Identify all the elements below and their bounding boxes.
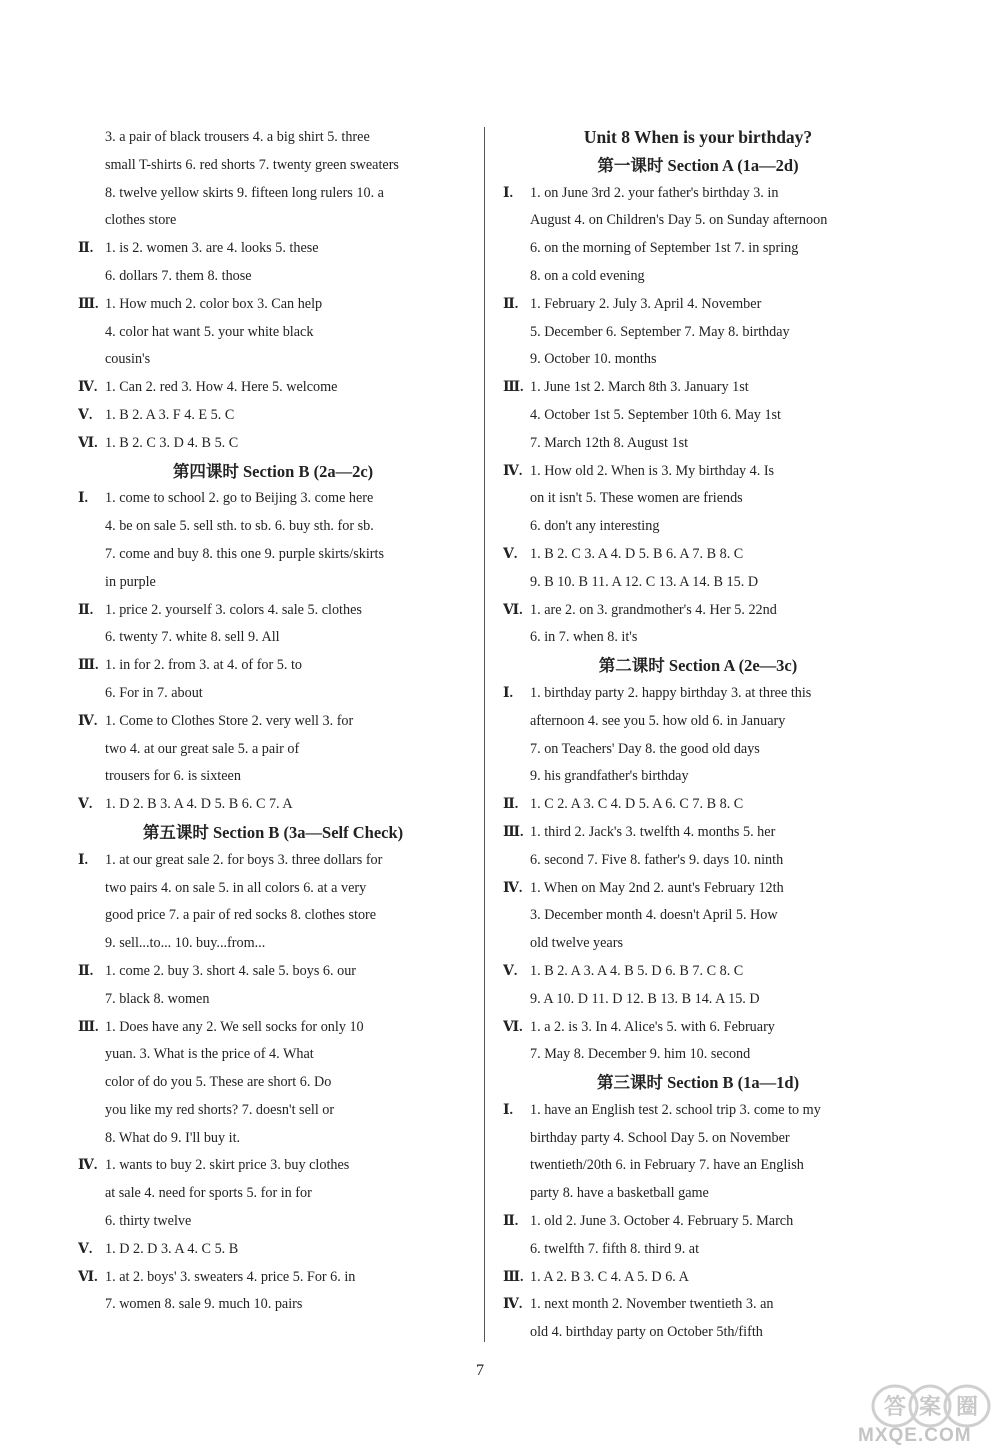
answer-text: 1. birthday party 2. happy birthday 3. at three this bbox=[530, 684, 812, 701]
answer-line bbox=[78, 1180, 468, 1208]
answer-text: 1. is 2. women 3. are 4. looks 5. these bbox=[105, 240, 319, 257]
answer-text: 9. A 10. D 11. D 12. B 13. B 14. A 15. D bbox=[530, 990, 760, 1007]
question-numeral: Ⅴ. bbox=[503, 546, 518, 562]
question-numeral: Ⅴ. bbox=[78, 1241, 93, 1257]
question-numeral: Ⅵ. bbox=[503, 1019, 523, 1035]
answer-line bbox=[503, 1152, 893, 1180]
question-numeral: Ⅰ. bbox=[503, 185, 514, 201]
answer-text: 1. at 2. boys' 3. sweaters 4. price 5. For 6. in bbox=[105, 1268, 356, 1285]
answer-text: 1. a 2. is 3. In 4. Alice's 5. with 6. February bbox=[530, 1018, 775, 1035]
answer-text: 1. price 2. yourself 3. colors 4. sale 5. clothes bbox=[105, 601, 362, 618]
answer-text: 1. D 2. D 3. A 4. C 5. B bbox=[105, 1240, 239, 1257]
question-numeral: Ⅴ. bbox=[78, 407, 93, 423]
page-number: 7 bbox=[476, 1362, 484, 1379]
answer-line bbox=[78, 1125, 468, 1153]
answer-line bbox=[503, 235, 893, 263]
answer-line bbox=[503, 430, 893, 458]
answer-line bbox=[78, 652, 468, 680]
answer-text: 6. don't any interesting bbox=[530, 518, 660, 535]
question-numeral: Ⅳ. bbox=[503, 463, 523, 479]
answer-line bbox=[78, 624, 468, 652]
answer-text: trousers for 6. is sixteen bbox=[105, 768, 241, 785]
section-heading: 第三课时 Section B (1a—1d) bbox=[596, 1073, 800, 1093]
answer-text: 6. twelfth 7. fifth 8. third 9. at bbox=[530, 1240, 700, 1257]
answer-line bbox=[503, 680, 893, 708]
answer-text: clothes store bbox=[105, 212, 177, 229]
answer-line bbox=[503, 1291, 893, 1319]
answer-text: 1. C 2. A 3. C 4. D 5. A 6. C 7. B 8. C bbox=[530, 796, 744, 813]
answer-line bbox=[78, 680, 468, 708]
answer-text: 1. B 2. C 3. D 4. B 5. C bbox=[105, 434, 239, 451]
question-numeral: Ⅲ. bbox=[78, 658, 99, 674]
answer-line bbox=[78, 847, 468, 875]
question-numeral: Ⅲ. bbox=[503, 1269, 524, 1285]
answer-line bbox=[78, 235, 468, 263]
answer-line bbox=[503, 1208, 893, 1236]
answer-text: 1. old 2. June 3. October 4. February 5. March bbox=[530, 1213, 794, 1230]
answer-text: 1. D 2. B 3. A 4. D 5. B 6. C 7. A bbox=[105, 796, 293, 813]
answer-text: 1. at our great sale 2. for boys 3. three dollars for bbox=[105, 851, 383, 868]
question-numeral: Ⅱ. bbox=[78, 241, 94, 257]
question-numeral: Ⅰ. bbox=[503, 1102, 514, 1118]
answer-text: 1. third 2. Jack's 3. twelfth 4. months 5. her bbox=[530, 823, 776, 840]
answer-line bbox=[78, 1236, 468, 1264]
answer-line bbox=[503, 1264, 893, 1292]
answer-text: 1. have an English test 2. school trip 3. come to my bbox=[530, 1101, 821, 1118]
answer-line bbox=[78, 763, 468, 791]
answer-line bbox=[78, 513, 468, 541]
question-numeral: Ⅲ. bbox=[78, 296, 99, 312]
answer-line bbox=[503, 1041, 893, 1069]
answer-line bbox=[503, 458, 893, 486]
answer-text: 7. black 8. women bbox=[105, 990, 210, 1007]
answer-text: 6. second 7. Five 8. father's 9. days 10. ninth bbox=[530, 851, 784, 868]
answer-text: 1. in for 2. from 3. at 4. of for 5. to bbox=[105, 657, 303, 674]
answer-line bbox=[78, 152, 468, 180]
answer-line bbox=[503, 374, 893, 402]
answer-text: 8. twelve yellow skirts 9. fifteen long rulers 10. a bbox=[105, 184, 384, 201]
answer-line bbox=[78, 541, 468, 569]
answer-text: 7. on Teachers' Day 8. the good old days bbox=[530, 740, 760, 757]
answer-text: 1. Come to Clothes Store 2. very well 3. for bbox=[105, 712, 354, 729]
answer-line bbox=[503, 1180, 893, 1208]
answer-line bbox=[503, 513, 893, 541]
answer-line bbox=[503, 1097, 893, 1125]
answer-line bbox=[503, 180, 893, 208]
question-numeral: Ⅴ. bbox=[503, 963, 518, 979]
answer-line bbox=[78, 597, 468, 625]
question-numeral: Ⅰ. bbox=[78, 491, 89, 507]
answer-text: old twelve years bbox=[530, 935, 623, 952]
section-heading: 第五课时 Section B (3a—Self Check) bbox=[142, 822, 404, 842]
answer-text: 7. come and buy 8. this one 9. purple skirts/skirts bbox=[105, 545, 384, 562]
answer-text: 1. on June 3rd 2. your father's birthday 3. in bbox=[530, 184, 779, 201]
answer-text: 9. October 10. months bbox=[530, 351, 657, 368]
answer-text: 7. March 12th 8. August 1st bbox=[530, 434, 689, 451]
answer-text: 1. Can 2. red 3. How 4. Here 5. welcome bbox=[105, 379, 338, 396]
answer-line bbox=[503, 763, 893, 791]
answer-text: 8. on a cold evening bbox=[530, 267, 645, 284]
watermark-char-3: 圈 bbox=[956, 1395, 979, 1420]
answer-line bbox=[78, 1069, 468, 1097]
answer-text: 4. be on sale 5. sell sth. to sb. 6. buy sth. for sb. bbox=[105, 518, 374, 535]
answer-text: 9. sell...to... 10. buy...from... bbox=[105, 935, 266, 952]
answer-text: 1. come to school 2. go to Beijing 3. come here bbox=[105, 490, 374, 507]
answer-text: 4. October 1st 5. September 10th 6. May 1st bbox=[530, 406, 782, 423]
question-numeral: Ⅲ. bbox=[503, 824, 524, 840]
answer-text: good price 7. a pair of red socks 8. clothes store bbox=[105, 907, 377, 924]
answer-line bbox=[78, 1291, 468, 1319]
answer-line bbox=[78, 1208, 468, 1236]
answer-text: twentieth/20th 6. in February 7. have an English bbox=[530, 1157, 804, 1174]
answer-text: at sale 4. need for sports 5. for in for bbox=[105, 1185, 312, 1202]
answer-line bbox=[78, 986, 468, 1014]
watermark-char-2: 案 bbox=[919, 1395, 942, 1420]
answer-text: 6. thirty twelve bbox=[105, 1213, 192, 1230]
answer-line bbox=[503, 1014, 893, 1042]
answer-line bbox=[78, 291, 468, 319]
section-heading: 第一课时 Section A (1a—2d) bbox=[597, 155, 799, 175]
answer-text: two pairs 4. on sale 5. in all colors 6. at a very bbox=[105, 879, 367, 896]
answer-text: 1. A 2. B 3. C 4. A 5. D 6. A bbox=[530, 1268, 689, 1285]
answer-line bbox=[78, 708, 468, 736]
answer-line bbox=[78, 1152, 468, 1180]
answer-line bbox=[78, 1014, 468, 1042]
question-numeral: Ⅴ. bbox=[78, 797, 93, 813]
answer-text: yuan. 3. What is the price of 4. What bbox=[105, 1046, 314, 1063]
question-numeral: Ⅱ. bbox=[503, 296, 519, 312]
question-numeral: Ⅰ. bbox=[503, 685, 514, 701]
answer-line bbox=[503, 319, 893, 347]
answer-text: small T-shirts 6. red shorts 7. twenty green sweaters bbox=[105, 156, 399, 173]
question-numeral: Ⅰ. bbox=[78, 852, 89, 868]
answer-text: on it isn't 5. These women are friends bbox=[530, 490, 743, 507]
answer-line bbox=[503, 569, 893, 597]
watermark-text: MXQE.COM bbox=[858, 1425, 972, 1446]
answer-line bbox=[78, 430, 468, 458]
answer-line bbox=[503, 485, 893, 513]
answer-text: 7. May 8. December 9. him 10. second bbox=[530, 1046, 751, 1063]
section-heading: Unit 8 When is your birthday? bbox=[583, 127, 813, 147]
answer-line bbox=[78, 1264, 468, 1292]
question-numeral: Ⅱ. bbox=[78, 602, 94, 618]
answer-line bbox=[503, 1125, 893, 1153]
question-numeral: Ⅵ. bbox=[503, 602, 523, 618]
answer-line bbox=[78, 791, 468, 819]
answer-line bbox=[78, 346, 468, 374]
answer-line bbox=[503, 930, 893, 958]
answer-text: birthday party 4. School Day 5. on November bbox=[530, 1129, 790, 1146]
answer-line bbox=[503, 736, 893, 764]
answer-line bbox=[78, 1097, 468, 1125]
answer-text: two 4. at our great sale 5. a pair of bbox=[105, 740, 300, 757]
answer-line bbox=[78, 124, 468, 152]
answer-line bbox=[78, 1041, 468, 1069]
answer-line bbox=[78, 180, 468, 208]
answer-text: in purple bbox=[105, 573, 156, 590]
answer-line bbox=[78, 736, 468, 764]
answer-text: 1. How much 2. color box 3. Can help bbox=[105, 295, 323, 312]
answer-line bbox=[78, 207, 468, 235]
answer-line bbox=[503, 791, 893, 819]
answer-line bbox=[503, 541, 893, 569]
answer-line bbox=[78, 875, 468, 903]
answer-line bbox=[78, 319, 468, 347]
answer-line bbox=[503, 875, 893, 903]
answer-text: old 4. birthday party on October 5th/fifth bbox=[530, 1324, 763, 1341]
answer-line bbox=[78, 402, 468, 430]
left-column bbox=[78, 124, 468, 1319]
answer-text: 1. How old 2. When is 3. My birthday 4. Is bbox=[530, 462, 775, 479]
answer-line bbox=[503, 597, 893, 625]
question-numeral: Ⅳ. bbox=[78, 1158, 98, 1174]
answer-line bbox=[503, 624, 893, 652]
answer-text: 1. B 2. A 3. A 4. B 5. D 6. B 7. C 8. C bbox=[530, 962, 744, 979]
answer-text: 1. B 2. A 3. F 4. E 5. C bbox=[105, 406, 235, 423]
answer-text: color of do you 5. These are short 6. Do bbox=[105, 1074, 332, 1091]
answer-text: 6. on the morning of September 1st 7. in spring bbox=[530, 240, 799, 257]
question-numeral: Ⅱ. bbox=[503, 797, 519, 813]
question-numeral: Ⅱ. bbox=[503, 1214, 519, 1230]
answer-text: 9. B 10. B 11. A 12. C 13. A 14. B 15. D bbox=[530, 573, 759, 590]
answer-line bbox=[503, 986, 893, 1014]
column-divider bbox=[484, 127, 485, 1342]
answer-text: 1. February 2. July 3. April 4. November bbox=[530, 295, 762, 312]
question-numeral: Ⅳ. bbox=[503, 880, 523, 896]
section-heading: 第四课时 Section B (2a—2c) bbox=[172, 461, 374, 481]
answer-line bbox=[503, 1236, 893, 1264]
answer-text: 5. December 6. September 7. May 8. birthday bbox=[530, 323, 790, 340]
answer-line bbox=[503, 847, 893, 875]
answer-line bbox=[78, 374, 468, 402]
answer-text: 9. his grandfather's birthday bbox=[530, 768, 689, 785]
answer-line bbox=[503, 291, 893, 319]
answer-text: 6. twenty 7. white 8. sell 9. All bbox=[105, 629, 280, 646]
answer-line bbox=[78, 958, 468, 986]
question-numeral: Ⅵ. bbox=[78, 1269, 98, 1285]
answer-line bbox=[78, 902, 468, 930]
answer-text: 1. wants to buy 2. skirt price 3. buy clothes bbox=[105, 1157, 350, 1174]
answer-line bbox=[503, 1319, 893, 1347]
question-numeral: Ⅵ. bbox=[78, 435, 98, 451]
question-numeral: Ⅲ. bbox=[78, 1019, 99, 1035]
answer-text: 3. December month 4. doesn't April 5. How bbox=[530, 907, 778, 924]
answer-line bbox=[78, 263, 468, 291]
question-numeral: Ⅳ. bbox=[503, 1297, 523, 1313]
right-column bbox=[503, 124, 893, 1347]
answer-text: you like my red shorts? 7. doesn't sell or bbox=[105, 1101, 335, 1118]
answer-text: 1. B 2. C 3. A 4. D 5. B 6. A 7. B 8. C bbox=[530, 545, 744, 562]
answer-text: 1. are 2. on 3. grandmother's 4. Her 5. 22nd bbox=[530, 601, 777, 618]
question-numeral: Ⅳ. bbox=[78, 380, 98, 396]
question-numeral: Ⅲ. bbox=[503, 380, 524, 396]
answer-text: 6. For in 7. about bbox=[105, 684, 203, 701]
answer-text: 8. What do 9. I'll buy it. bbox=[105, 1129, 241, 1146]
answer-text: cousin's bbox=[105, 351, 151, 368]
answer-text: 4. color hat want 5. your white black bbox=[105, 323, 314, 340]
answer-line bbox=[78, 569, 468, 597]
answer-line bbox=[503, 708, 893, 736]
answer-line bbox=[78, 485, 468, 513]
answer-text: 3. a pair of black trousers 4. a big shirt 5. three bbox=[105, 129, 370, 145]
answer-text: party 8. have a basketball game bbox=[530, 1185, 709, 1202]
answer-line bbox=[503, 207, 893, 235]
answer-text: 1. next month 2. November twentieth 3. an bbox=[530, 1296, 774, 1313]
answer-line bbox=[503, 958, 893, 986]
answer-text: 1. June 1st 2. March 8th 3. January 1st bbox=[530, 379, 749, 396]
answer-text: 1. Does have any 2. We sell socks for only 10 bbox=[105, 1018, 364, 1035]
section-heading: 第二课时 Section A (2e—3c) bbox=[598, 656, 798, 676]
question-numeral: Ⅱ. bbox=[78, 963, 94, 979]
question-numeral: Ⅳ. bbox=[78, 713, 98, 729]
answer-text: 6. dollars 7. them 8. those bbox=[105, 267, 252, 284]
answer-text: August 4. on Children's Day 5. on Sunday afternoon bbox=[530, 212, 828, 229]
watermark-char-1: 答 bbox=[884, 1395, 907, 1420]
answer-text: 7. women 8. sale 9. much 10. pairs bbox=[105, 1296, 303, 1313]
answer-text: 1. When on May 2nd 2. aunt's February 12th bbox=[530, 879, 784, 896]
answer-text: 1. come 2. buy 3. short 4. sale 5. boys 6. our bbox=[105, 962, 357, 979]
answer-line bbox=[503, 402, 893, 430]
answer-line bbox=[78, 930, 468, 958]
answer-line bbox=[503, 902, 893, 930]
answer-line bbox=[503, 263, 893, 291]
answer-text: afternoon 4. see you 5. how old 6. in January bbox=[530, 712, 786, 729]
answer-text: 6. in 7. when 8. it's bbox=[530, 629, 638, 646]
answer-line bbox=[503, 819, 893, 847]
answer-line bbox=[503, 346, 893, 374]
